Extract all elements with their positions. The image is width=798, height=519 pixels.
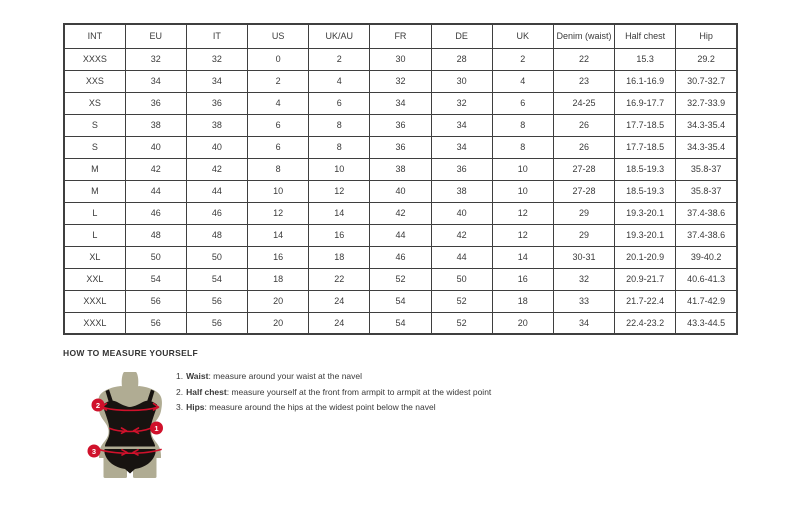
table-cell: 34 [431, 136, 492, 158]
table-cell: 26 [553, 136, 614, 158]
table-cell: 54 [186, 268, 247, 290]
table-cell: 34 [553, 312, 614, 334]
table-cell: 20 [248, 290, 309, 312]
mannequin-neck [122, 372, 139, 389]
table-cell: 10 [492, 180, 553, 202]
size-chart-head [64, 24, 737, 48]
table-cell: 36 [370, 114, 431, 136]
table-cell: 35.8-37 [676, 180, 737, 202]
table-cell: 54 [125, 268, 186, 290]
table-cell: 20 [248, 312, 309, 334]
table-cell: 34 [431, 114, 492, 136]
measure-step-3 [176, 400, 491, 416]
step-number: 2. [176, 386, 184, 397]
measure-guide-heading: HOW TO MEASURE YOURSELF [63, 348, 199, 358]
column-header: Denim (waist) [553, 24, 614, 48]
table-cell: 48 [125, 224, 186, 246]
table-cell: 44 [186, 180, 247, 202]
table-cell: 35.8-37 [676, 158, 737, 180]
table-cell: 50 [186, 246, 247, 268]
size-chart-section [63, 23, 738, 335]
column-header: US [248, 24, 309, 48]
table-cell: 20.1-20.9 [615, 246, 676, 268]
table-cell: 34.3-35.4 [676, 114, 737, 136]
table-cell: 6 [492, 92, 553, 114]
table-cell: 24 [309, 290, 370, 312]
table-cell: 18 [309, 246, 370, 268]
table-cell: 16 [248, 246, 309, 268]
table-cell: 56 [125, 290, 186, 312]
measure-steps-list [176, 369, 491, 416]
column-header: DE [431, 24, 492, 48]
table-cell: 4 [248, 92, 309, 114]
camisole [103, 401, 157, 447]
column-header: IT [186, 24, 247, 48]
measure-step-1 [176, 369, 491, 385]
table-cell: XXXL [64, 290, 125, 312]
table-cell: 38 [125, 114, 186, 136]
column-header: EU [125, 24, 186, 48]
table-row [64, 114, 737, 136]
table-cell: 12 [248, 202, 309, 224]
table-cell: 44 [370, 224, 431, 246]
table-cell: 40 [431, 202, 492, 224]
column-header: UK [492, 24, 553, 48]
table-cell: 52 [431, 312, 492, 334]
step-label: Waist [186, 371, 209, 381]
table-cell: 32 [125, 48, 186, 70]
table-cell: 30 [431, 70, 492, 92]
table-cell: 23 [553, 70, 614, 92]
table-cell: XXL [64, 268, 125, 290]
table-cell: S [64, 114, 125, 136]
table-cell: 40 [125, 136, 186, 158]
column-header: INT [64, 24, 125, 48]
header-row [64, 24, 737, 48]
table-cell: 4 [309, 70, 370, 92]
table-cell: L [64, 224, 125, 246]
table-cell: 37.4-38.6 [676, 224, 737, 246]
table-cell: 38 [431, 180, 492, 202]
table-cell: 52 [431, 290, 492, 312]
table-cell: 40 [370, 180, 431, 202]
table-cell: 22 [309, 268, 370, 290]
table-cell: 17.7-18.5 [615, 114, 676, 136]
step-number: 1. [176, 371, 184, 381]
table-cell: 36 [186, 92, 247, 114]
table-cell: 10 [248, 180, 309, 202]
table-cell: 34 [370, 92, 431, 114]
table-cell: 36 [125, 92, 186, 114]
table-cell: 19.3-20.1 [615, 224, 676, 246]
table-cell: 10 [492, 158, 553, 180]
table-cell: 42 [370, 202, 431, 224]
table-cell: 22.4-23.2 [615, 312, 676, 334]
table-cell: XXXL [64, 312, 125, 334]
table-cell: 38 [370, 158, 431, 180]
figure-marker-3 [88, 445, 101, 458]
step-number: 3. [176, 402, 184, 412]
size-chart-body [64, 48, 737, 334]
table-row [64, 202, 737, 224]
table-cell: 19.3-20.1 [615, 202, 676, 224]
table-cell: 15.3 [615, 48, 676, 70]
table-cell: 6 [248, 114, 309, 136]
table-cell: XS [64, 92, 125, 114]
figure-marker-2 [92, 399, 105, 412]
table-cell: 30.7-32.7 [676, 70, 737, 92]
table-cell: 8 [492, 114, 553, 136]
table-cell: 41.7-42.9 [676, 290, 737, 312]
table-cell: 32 [431, 92, 492, 114]
table-cell: 42 [125, 158, 186, 180]
table-cell: 26 [553, 114, 614, 136]
figure-marker-2-label: 2 [95, 400, 101, 410]
table-cell: 29.2 [676, 48, 737, 70]
table-cell: S [64, 136, 125, 158]
table-row [64, 246, 737, 268]
table-cell: 44 [125, 180, 186, 202]
size-chart [63, 23, 738, 335]
table-cell: 42 [186, 158, 247, 180]
table-cell: 30-31 [553, 246, 614, 268]
table-cell: 18 [492, 290, 553, 312]
table-cell: 32.7-33.9 [676, 92, 737, 114]
table-cell: 12 [309, 180, 370, 202]
table-row [64, 224, 737, 246]
table-cell: 32 [186, 48, 247, 70]
table-cell: 38 [186, 114, 247, 136]
table-cell: 27-28 [553, 180, 614, 202]
measure-guide-section [63, 348, 583, 508]
table-cell: 14 [492, 246, 553, 268]
table-row [64, 290, 737, 312]
step-text: : measure around the hips at the widest point below the navel [204, 402, 436, 412]
table-cell: 6 [248, 136, 309, 158]
table-cell: 8 [492, 136, 553, 158]
table-cell: 34 [125, 70, 186, 92]
table-cell: 18 [248, 268, 309, 290]
table-cell: 8 [248, 158, 309, 180]
table-cell: 27-28 [553, 158, 614, 180]
figure-marker-1 [150, 422, 163, 435]
table-cell: 4 [492, 70, 553, 92]
table-cell: XXS [64, 70, 125, 92]
table-cell: 30 [370, 48, 431, 70]
table-cell: 46 [125, 202, 186, 224]
table-cell: 18.5-19.3 [615, 158, 676, 180]
table-row [64, 312, 737, 334]
measurement-figure [75, 370, 185, 500]
step-label: Hips [186, 402, 205, 412]
column-header: Hip [676, 24, 737, 48]
table-cell: M [64, 158, 125, 180]
table-cell: 46 [370, 246, 431, 268]
table-cell: 22 [553, 48, 614, 70]
table-cell: 37.4-38.6 [676, 202, 737, 224]
table-cell: 18.5-19.3 [615, 180, 676, 202]
table-cell: 6 [309, 92, 370, 114]
table-cell: 56 [186, 312, 247, 334]
column-header: Half chest [615, 24, 676, 48]
table-cell: 8 [309, 114, 370, 136]
table-cell: 50 [125, 246, 186, 268]
step-text: : measure yourself at the front from armpit to armpit at the widest point [226, 386, 492, 397]
table-cell: 43.3-44.5 [676, 312, 737, 334]
table-cell: XXXS [64, 48, 125, 70]
table-cell: 16 [492, 268, 553, 290]
table-cell: 24 [309, 312, 370, 334]
table-cell: 2 [492, 48, 553, 70]
table-cell: 52 [370, 268, 431, 290]
column-header: FR [370, 24, 431, 48]
table-cell: 14 [248, 224, 309, 246]
table-cell: 34.3-35.4 [676, 136, 737, 158]
column-header: UK/AU [309, 24, 370, 48]
mannequin-illustration-icon [75, 370, 185, 500]
table-cell: 56 [125, 312, 186, 334]
table-cell: 50 [431, 268, 492, 290]
table-cell: 12 [492, 224, 553, 246]
step-label: Half chest [186, 386, 227, 397]
table-row [64, 158, 737, 180]
table-cell: 36 [431, 158, 492, 180]
table-cell: 44 [431, 246, 492, 268]
table-cell: 21.7-22.4 [615, 290, 676, 312]
table-cell: XL [64, 246, 125, 268]
table-row [64, 180, 737, 202]
table-cell: 2 [248, 70, 309, 92]
table-cell: 36 [370, 136, 431, 158]
table-cell: 28 [431, 48, 492, 70]
table-cell: 29 [553, 202, 614, 224]
table-cell: 54 [370, 290, 431, 312]
table-row [64, 70, 737, 92]
table-cell: 20 [492, 312, 553, 334]
table-cell: 14 [309, 202, 370, 224]
table-cell: M [64, 180, 125, 202]
measure-step-2 [176, 385, 491, 401]
table-cell: 16.9-17.7 [615, 92, 676, 114]
table-cell: L [64, 202, 125, 224]
table-cell: 46 [186, 202, 247, 224]
step-text: : measure around your waist at the navel [208, 371, 363, 381]
table-cell: 10 [309, 158, 370, 180]
figure-marker-1-label: 1 [154, 423, 159, 433]
table-cell: 12 [492, 202, 553, 224]
table-cell: 48 [186, 224, 247, 246]
table-cell: 32 [370, 70, 431, 92]
table-row [64, 268, 737, 290]
table-cell: 39-40.2 [676, 246, 737, 268]
table-cell: 42 [431, 224, 492, 246]
figure-marker-3-label: 3 [91, 446, 97, 456]
table-cell: 56 [186, 290, 247, 312]
table-cell: 29 [553, 224, 614, 246]
table-cell: 54 [370, 312, 431, 334]
table-cell: 0 [248, 48, 309, 70]
table-row [64, 48, 737, 70]
table-cell: 17.7-18.5 [615, 136, 676, 158]
table-cell: 2 [309, 48, 370, 70]
table-cell: 32 [553, 268, 614, 290]
table-cell: 24-25 [553, 92, 614, 114]
table-cell: 8 [309, 136, 370, 158]
table-row [64, 92, 737, 114]
table-cell: 34 [186, 70, 247, 92]
table-cell: 16.1-16.9 [615, 70, 676, 92]
table-cell: 16 [309, 224, 370, 246]
table-row [64, 136, 737, 158]
table-cell: 20.9-21.7 [615, 268, 676, 290]
table-cell: 33 [553, 290, 614, 312]
table-cell: 40 [186, 136, 247, 158]
table-cell: 40.6-41.3 [676, 268, 737, 290]
